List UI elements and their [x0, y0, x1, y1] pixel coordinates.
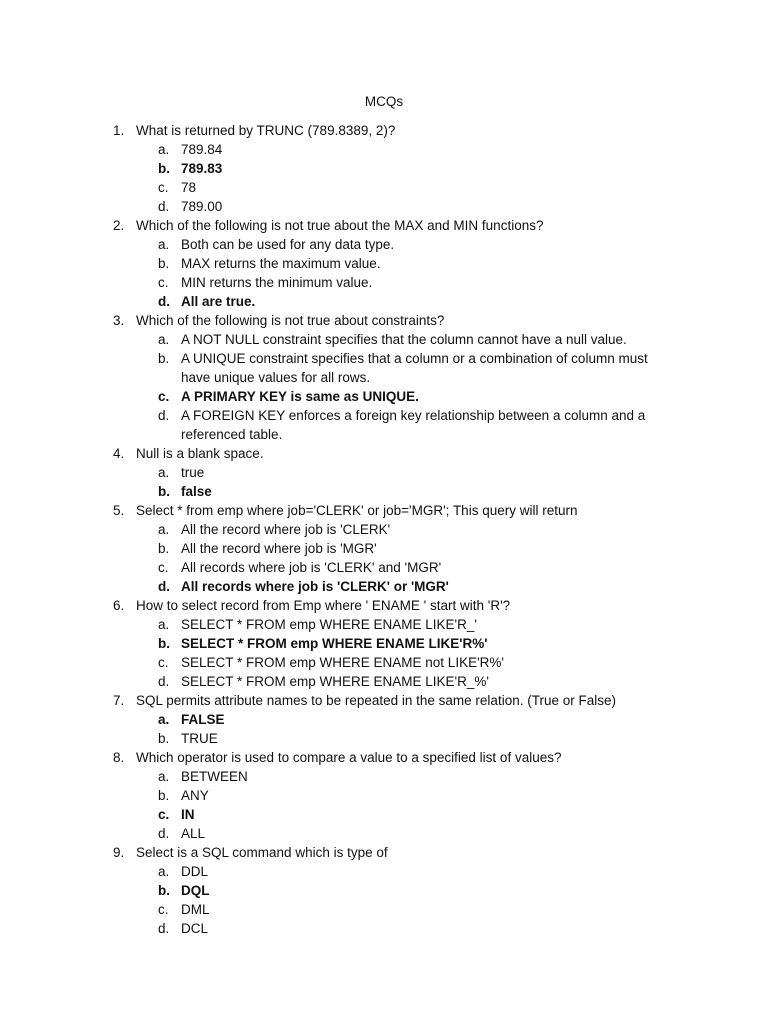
option-letter: c. [158, 902, 169, 917]
option-text: DCL [181, 921, 209, 936]
question-item [0, 216, 768, 235]
question-item [0, 691, 768, 710]
option-letter: d. [158, 579, 170, 594]
question-text: How to select record from Emp where ' ENAME ' start with 'R'? [136, 598, 511, 613]
answer-option [0, 900, 768, 919]
option-letter: b. [158, 484, 170, 499]
answer-option [0, 520, 768, 539]
option-text: Both can be used for any data type. [181, 237, 395, 252]
option-text: All are true. [181, 294, 256, 309]
option-letter: d. [158, 408, 170, 423]
option-text: All records where job is 'CLERK' and 'MGR' [181, 560, 442, 575]
option-text: A NOT NULL constraint specifies that the column cannot have a null value. [181, 332, 627, 347]
option-text: true [181, 465, 205, 480]
option-letter: a. [158, 522, 170, 537]
option-text: DDL [181, 864, 209, 879]
question-text: Which of the following is not true about constraints? [136, 313, 445, 328]
answer-option [0, 786, 768, 805]
question-item [0, 311, 768, 330]
option-letter: b. [158, 541, 170, 556]
option-text: false [181, 484, 212, 499]
question-text: Select * from emp where job='CLERK' or job='MGR'; This query will return [136, 503, 578, 518]
option-text: 789.84 [181, 142, 223, 157]
question-item [0, 501, 768, 520]
option-letter: a. [158, 332, 170, 347]
question-number: 9. [113, 845, 125, 860]
option-letter: c. [158, 655, 169, 670]
option-letter: d. [158, 921, 170, 936]
question-number: 1. [113, 123, 125, 138]
question-number: 4. [113, 446, 125, 461]
answer-option [0, 539, 768, 558]
answer-option-correct [0, 387, 768, 406]
option-text: FALSE [181, 712, 225, 727]
page-title: MCQs [364, 94, 404, 109]
option-text: DQL [181, 883, 210, 898]
answer-option [0, 653, 768, 672]
question-item [0, 748, 768, 767]
answer-option [0, 140, 768, 159]
answer-option-correct [0, 634, 768, 653]
option-letter: d. [158, 674, 170, 689]
question-number: 5. [113, 503, 125, 518]
option-letter: a. [158, 237, 170, 252]
option-text: TRUE [181, 731, 218, 746]
question-text: Null is a blank space. [136, 446, 264, 461]
answer-option [0, 406, 768, 444]
answer-option-correct [0, 881, 768, 900]
answer-option [0, 235, 768, 254]
option-text: SELECT * FROM emp WHERE ENAME LIKE'R_' [181, 617, 477, 632]
answer-option [0, 862, 768, 881]
option-text: All the record where job is 'CLERK' [181, 522, 391, 537]
answer-option-correct [0, 577, 768, 596]
answer-option-correct [0, 159, 768, 178]
option-letter: b. [158, 256, 170, 271]
option-letter: c. [158, 807, 170, 822]
option-text: SELECT * FROM emp WHERE ENAME LIKE'R_%' [181, 674, 489, 689]
option-text: 78 [181, 180, 197, 195]
option-letter: a. [158, 142, 170, 157]
option-text: MIN returns the minimum value. [181, 275, 373, 290]
question-text: Which of the following is not true about the MAX and MIN functions? [136, 218, 544, 233]
answer-option [0, 615, 768, 634]
option-text: BETWEEN [181, 769, 248, 784]
option-letter: b. [158, 788, 170, 803]
option-letter: b. [158, 636, 170, 651]
option-text: SELECT * FROM emp WHERE ENAME not LIKE'R%' [181, 655, 504, 670]
option-text: DML [181, 902, 210, 917]
option-letter: d. [158, 826, 170, 841]
option-letter: b. [158, 161, 170, 176]
option-text: A FOREIGN KEY enforces a foreign key relationship between a column and a referenced table. [181, 408, 646, 442]
answer-option [0, 729, 768, 748]
answer-option [0, 463, 768, 482]
question-number: 7. [113, 693, 125, 708]
answer-option-correct [0, 710, 768, 729]
answer-option-correct [0, 482, 768, 501]
question-text: What is returned by TRUNC (789.8389, 2)? [136, 123, 396, 138]
question-number: 3. [113, 313, 125, 328]
option-text: IN [181, 807, 195, 822]
option-text: 789.00 [181, 199, 223, 214]
option-letter: c. [158, 389, 170, 404]
option-letter: a. [158, 617, 170, 632]
option-text: 789.83 [181, 161, 223, 176]
question-number: 8. [113, 750, 125, 765]
option-letter: b. [158, 351, 170, 366]
option-letter: b. [158, 883, 170, 898]
answer-option [0, 824, 768, 843]
option-letter: a. [158, 465, 170, 480]
option-text: A PRIMARY KEY is same as UNIQUE. [181, 389, 419, 404]
answer-option [0, 767, 768, 786]
answer-option-correct [0, 292, 768, 311]
option-letter: c. [158, 180, 169, 195]
question-text: Which operator is used to compare a value to a specified list of values? [136, 750, 562, 765]
option-text: SELECT * FROM emp WHERE ENAME LIKE'R%' [181, 636, 488, 651]
answer-option [0, 672, 768, 691]
answer-option [0, 254, 768, 273]
option-letter: a. [158, 864, 170, 879]
option-text: A UNIQUE constraint specifies that a column or a combination of column must have unique values for all rows. [181, 351, 648, 385]
option-letter: c. [158, 560, 169, 575]
option-letter: b. [158, 731, 170, 746]
option-letter: d. [158, 294, 170, 309]
option-text: MAX returns the maximum value. [181, 256, 381, 271]
question-item [0, 121, 768, 140]
question-text: SQL permits attribute names to be repeated in the same relation. (True or False) [136, 693, 616, 708]
answer-option [0, 558, 768, 577]
question-number: 6. [113, 598, 125, 613]
question-list [0, 121, 768, 938]
question-text: Select is a SQL command which is type of [136, 845, 388, 860]
answer-option [0, 330, 768, 349]
option-letter: d. [158, 199, 170, 214]
answer-option [0, 178, 768, 197]
option-text: All the record where job is 'MGR' [181, 541, 377, 556]
question-item [0, 843, 768, 862]
answer-option-correct [0, 805, 768, 824]
option-letter: a. [158, 769, 170, 784]
question-item [0, 596, 768, 615]
option-text: All records where job is 'CLERK' or 'MGR' [181, 579, 449, 594]
option-text: ANY [181, 788, 209, 803]
option-letter: c. [158, 275, 169, 290]
answer-option [0, 349, 768, 387]
option-letter: a. [158, 712, 170, 727]
answer-option [0, 273, 768, 292]
question-number: 2. [113, 218, 125, 233]
answer-option [0, 197, 768, 216]
option-text: ALL [181, 826, 206, 841]
answer-option [0, 919, 768, 938]
question-item [0, 444, 768, 463]
